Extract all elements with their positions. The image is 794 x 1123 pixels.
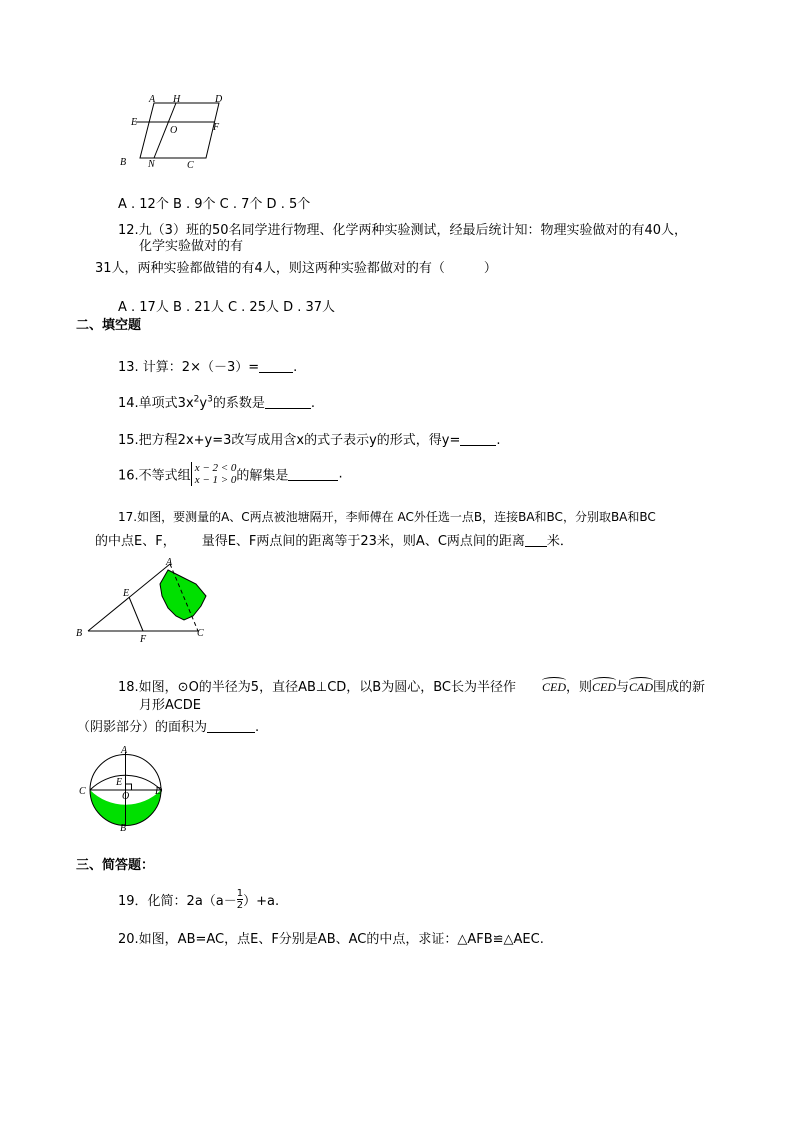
q13-answer-blank[interactable] <box>259 360 293 373</box>
label-c: C <box>79 786 86 797</box>
q13: 13. 计算：2×（－3）= . <box>118 360 298 375</box>
q14-pre: 14.单项式3x <box>118 396 194 411</box>
q16-answer-blank[interactable] <box>288 468 338 481</box>
q20-text: 20.如图，AB=AC，点E、F分别是AB、AC的中点，求证：△AFB≌△AEC. <box>118 932 544 947</box>
q19: 19．化简：2a（a－ $\frac{1}{2}$ ）+a. <box>118 888 280 911</box>
section-title-short-answer: 三、简答题： <box>76 858 155 873</box>
label-e: E <box>116 777 123 788</box>
label-h: H <box>173 94 181 105</box>
label-c: C <box>187 160 194 171</box>
crescent-circle-figure <box>76 744 176 836</box>
q17-answer-blank[interactable] <box>525 534 547 547</box>
q15-text: 15.把方程2x+y=3改写成用含x的式子表示y的形式，得y= <box>118 433 461 448</box>
q18-line3: （阴影部分）的面积为 . <box>77 720 260 735</box>
pond-shape <box>160 570 206 620</box>
label-b: B <box>120 823 127 834</box>
label-o: O <box>122 791 130 802</box>
q15-answer-blank[interactable] <box>460 433 496 446</box>
q12-line1: 12.九（3）班的50名同学进行物理、化学两种实验测试，经最后统计知：物理实验做对的有40人， <box>118 223 688 238</box>
arc-ced-2: CED <box>592 677 616 695</box>
q12-line2: 化学实验做对的有 <box>139 239 244 254</box>
label-b: B <box>76 628 83 639</box>
label-e: E <box>131 117 138 128</box>
label-a: A <box>121 745 128 756</box>
q14-answer-blank[interactable] <box>265 396 311 409</box>
q17-line1: 17.如图，要测量的A、C两点被池塘隔开，李师傅在 AC外任选一点B，连接BA和BC，分别取BA和BC <box>118 510 656 524</box>
q12-options: A . 17人 B . 21人 C . 25人 D . 37人 <box>118 300 336 315</box>
label-d: D <box>215 94 223 105</box>
q15: 15.把方程2x+y=3改写成用含x的式子表示y的形式，得y= . <box>118 433 501 448</box>
label-f: F <box>140 634 147 645</box>
label-o: O <box>170 125 178 136</box>
arc-cad: CAD <box>629 677 653 695</box>
q18-answer-blank[interactable] <box>207 720 255 733</box>
q16-pre: 16.不等式组 <box>118 468 191 484</box>
arc-ced: CED <box>542 677 566 695</box>
q18-line1: 18.如图，⊙O的半径为5，直径AB⊥CD，以B为圆心，BC长为半径作 CED，则CED与CAD围成的新 <box>118 676 705 695</box>
fraction-one-half: $\frac{1}{2}$ <box>236 888 244 911</box>
triangle-pond-figure <box>72 556 222 646</box>
q16: 16.不等式组 x − 2 < 0 x − 1 > 0 的解集是 . <box>118 462 343 486</box>
label-d: D <box>155 786 163 797</box>
label-e: E <box>123 588 130 599</box>
label-a: A <box>149 94 156 105</box>
label-n: N <box>148 159 155 170</box>
q13-text: 13. 计算：2×（－3）= <box>118 360 260 375</box>
label-f: F <box>213 122 220 133</box>
section-title-fill-in: 二、填空题 <box>76 318 142 333</box>
q16-inequality-system: x − 2 < 0 x − 1 > 0 <box>191 462 237 486</box>
q18-line2: 月形ACDE <box>139 698 201 713</box>
label-a: A <box>166 557 173 568</box>
label-c: C <box>197 628 204 639</box>
q11-options: A . 12个 B . 9个 C . 7个 D . 5个 <box>118 197 311 212</box>
parallelogram-figure <box>115 92 235 172</box>
q12-line3: 31人，两种实验都做错的有4人，则这两种实验都做对的有（ ） <box>95 261 497 276</box>
q17-line2: 的中点E、F， 量得E、F两点间的距离等于23米，则A、C两点间的距离 米． <box>95 534 573 549</box>
label-b: B <box>120 157 127 168</box>
q14: 14.单项式$3x^2y^3$的系数是 . <box>118 394 315 411</box>
